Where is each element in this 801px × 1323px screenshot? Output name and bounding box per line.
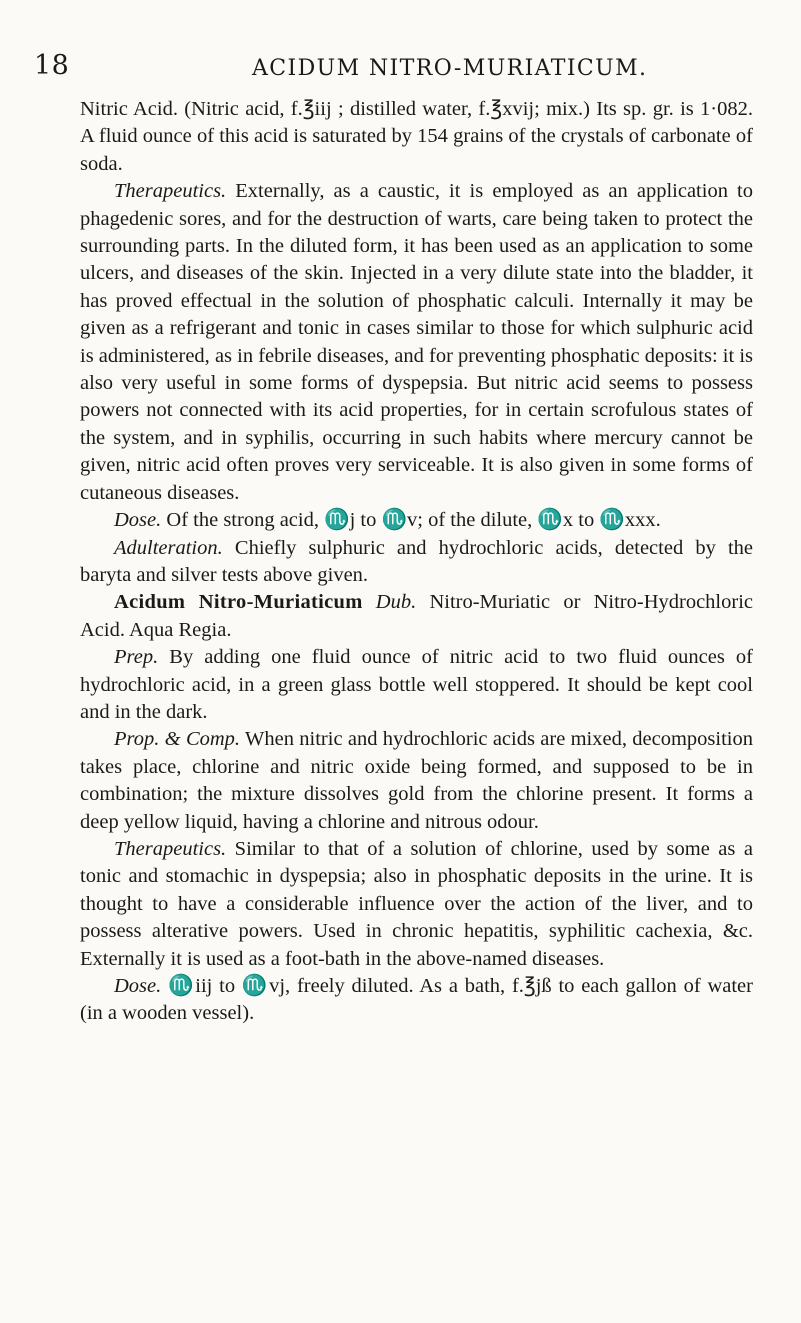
paragraph-prep [80,644,753,726]
paragraph-monograph-title [80,589,753,644]
paragraph-therapeutics-nitro-muriatic [80,836,753,973]
body-text [80,96,753,1028]
section-label: Prop. & Comp. [114,728,241,751]
paragraph-dose-nitric [80,507,753,534]
section-label: Therapeutics. [114,180,227,203]
section-label: Dose. [114,509,162,532]
paragraph-text: ♏iij to ♏vj, freely diluted. As a bath, f.℥jß to each gallon of water (in a wooden vessel). [80,975,753,1025]
page-header [28,50,773,90]
section-label: Prep. [114,646,159,669]
paragraph-text: Chiefly sulphuric and hydrochloric acids, detected by the baryta and silver tests above given. [80,536,753,586]
paragraph-text: Externally, as a caustic, it is employed as an application to phagedenic sores, and for the destruction of warts, care being taken to protect the surrounding parts. In the diluted form, it has been used as an application to some ulcers, and diseases of the skin. Injected in a very dilute state into the bladder, it has proved effectual in the solution of phosphatic calculi. Internally it may be given as a refrigerant and tonic in cases similar to those for which sulphuric acid is administered, as in febrile diseases, and for preventing phosphatic deposits: it is also very useful in some forms of dyspepsia. But nitric acid seems to possess powers not connected with its acid properties, for in certain scrofulous states of the system, and in syphilis, occurring in such habits where mercury cannot be given, nitric acid often proves very serviceable. It is also given in some forms of cutaneous diseases. [80,180,753,504]
paragraph-prop-comp [80,726,753,836]
page-number: 18 [34,50,70,81]
paragraph-text: By adding one fluid ounce of nitric acid to two fluid ounces of hydrochloric acid, in a green glass bottle well stoppered. It should be kept cool and in the dark. [80,646,753,723]
paragraph-text: Similar to that of a solution of chlorine, used by some as a tonic and stomachic in dyspepsia; also in phosphatic deposits in the urine. It is thought to have a considerable influence over the action of the liver, and to possess alterative powers. Used in chronic hepatitis, syphilitic cachexia, &c. Externally it is used as a foot-bath in the above-named diseases. [80,837,753,970]
section-label: Therapeutics. [114,837,227,860]
paragraph-therapeutics-nitric [80,178,753,507]
monograph-title: Acidum Nitro-Muriaticum [114,591,363,614]
paragraph-text: Nitro-Muriatic or Nitro-Hydrochloric Acid. Aqua Regia. [80,591,754,641]
section-label: Adulteration. [114,536,223,559]
paragraph-text: When nitric and hydrochloric acids are mixed, decomposition takes place, chlorine and nitric oxide being formed, and supposed to be in combination; the mixture dissolves gold from the chlorine present. It forms a deep yellow liquid, having a chlorine and nitrous odour. [80,728,753,833]
running-title: ACIDUM NITRO-MURIATICUM. [252,56,648,81]
paragraph-text: Nitric Acid. (Nitric acid, f.℥iij ; distilled water, f.℥xvij; mix.) Its sp. gr. is 1·082. A fluid ounce of this acid is saturated by 154 grains of the crystals of carbonate of soda. [80,98,753,175]
paragraph-adulteration [80,535,753,590]
paragraph-text: Of the strong acid, ♏j to ♏v; of the dilute, ♏x to ♏xxx. [161,509,661,532]
paragraph-nitric-acid-dilute [80,96,753,178]
paragraph-dose-nitro-muriatic [80,973,753,1028]
section-label: Dose. [114,975,162,997]
monograph-pharmacopoeia: Dub. [362,591,417,614]
